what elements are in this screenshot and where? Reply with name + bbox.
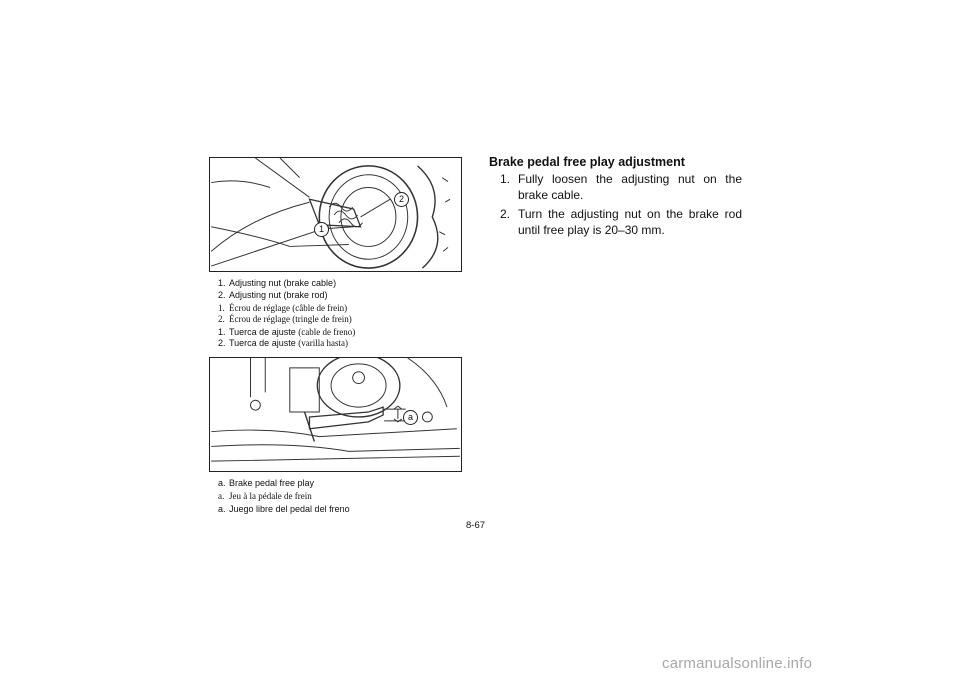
callout-a: a <box>403 410 418 425</box>
caption-text-serif: (cable de freno) <box>298 327 356 337</box>
step-text: Turn the adjusting nut on the brake rod until free play is 20–30 mm. <box>518 207 742 237</box>
section-heading: Brake pedal free play adjustment <box>489 155 685 169</box>
caption-es-a <box>218 504 350 515</box>
caption-text: Écrou de réglage (tringle de frein) <box>229 314 352 324</box>
caption-text: Adjusting nut (brake rod) <box>229 290 328 300</box>
figure-brake-adjusting-nuts <box>209 157 462 272</box>
caption-fr-2 <box>218 314 352 325</box>
figure-brake-pedal-free-play <box>209 357 462 472</box>
caption-fr-1 <box>218 303 347 314</box>
page-number: 8-67 <box>466 520 486 531</box>
caption-number: 1. <box>218 303 225 313</box>
caption-number: 2. <box>218 338 226 348</box>
caption-number: a. <box>218 478 226 488</box>
brake-pedal-illustration <box>210 358 461 471</box>
caption-text: Tuerca de ajuste <box>229 327 296 337</box>
step-2 <box>500 206 742 238</box>
caption-es-1 <box>218 327 355 338</box>
caption-en-a <box>218 478 314 489</box>
step-text: Fully loosen the adjusting nut on the brake cable. <box>518 172 742 202</box>
caption-fr-a <box>218 491 312 502</box>
step-number: 2. <box>500 207 511 221</box>
callout-2: 2 <box>394 192 409 207</box>
watermark: carmanualsonline.info <box>662 655 813 672</box>
brake-drum-illustration <box>210 158 461 271</box>
caption-text: Tuerca de ajuste <box>229 338 296 348</box>
callout-1: 1 <box>314 222 329 237</box>
caption-number: a. <box>218 504 226 514</box>
caption-text: Écrou de réglage (câble de frein) <box>229 303 348 313</box>
caption-text: Brake pedal free play <box>229 478 315 488</box>
caption-number: a. <box>218 491 225 501</box>
caption-number: 1. <box>218 278 226 288</box>
caption-en-2 <box>218 290 328 301</box>
caption-text: Jeu à la pédale de frein <box>229 491 312 501</box>
caption-en-1 <box>218 278 336 289</box>
caption-text: Adjusting nut (brake cable) <box>229 278 337 288</box>
step-1 <box>500 171 742 203</box>
step-number: 1. <box>500 172 511 186</box>
caption-number: 2. <box>218 290 226 300</box>
caption-text: Juego libre del pedal del freno <box>229 504 350 514</box>
caption-text-serif: (varilla hasta) <box>298 338 348 348</box>
caption-es-2 <box>218 338 348 349</box>
caption-number: 2. <box>218 314 225 324</box>
caption-number: 1. <box>218 327 226 337</box>
